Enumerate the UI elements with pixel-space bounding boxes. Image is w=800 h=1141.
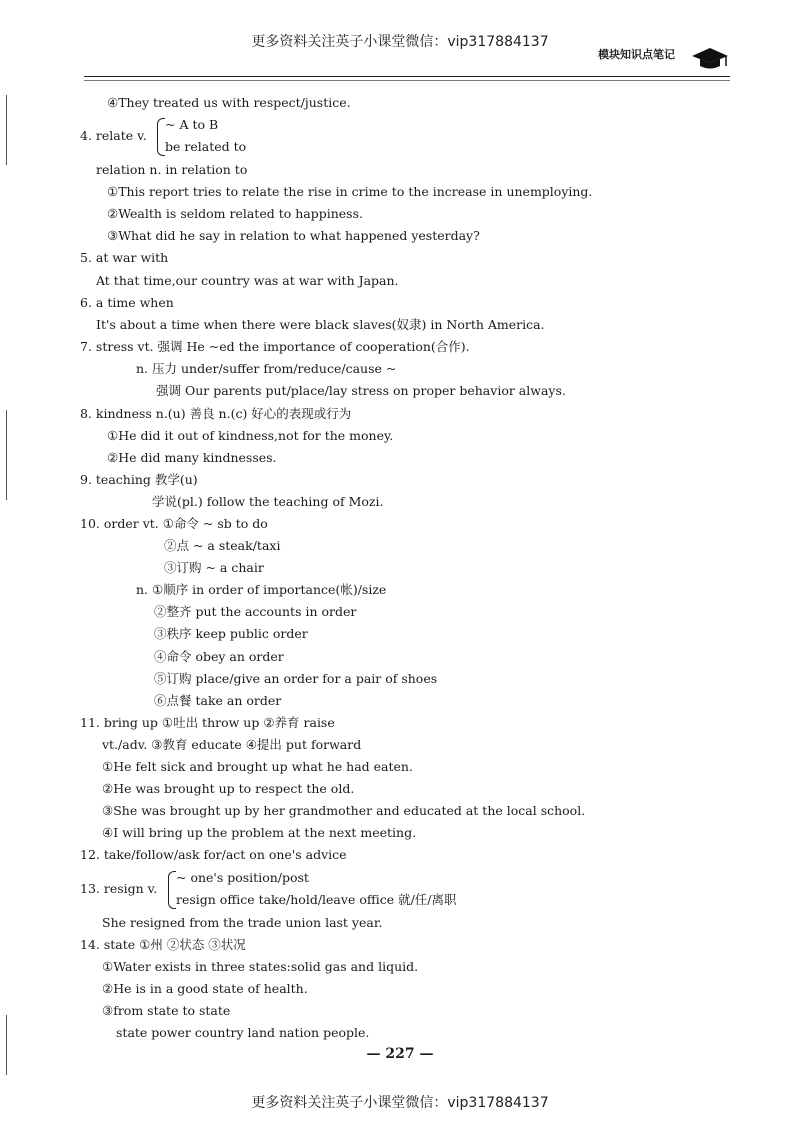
entry-heading: 13. resign v. — [80, 881, 158, 896]
text-line: ②Wealth is seldom related to happiness. — [107, 206, 363, 221]
text-line: ④命令 obey an order — [154, 649, 284, 664]
text-line: ③What did he say in relation to what happened yesterday? — [107, 228, 480, 243]
entry-heading: 4. relate v. — [80, 128, 147, 143]
watermark-top: 更多资料关注英子小课堂微信：vip317884137 — [251, 34, 549, 50]
watermark-bottom: 更多资料关注英子小课堂微信：vip317884137 — [251, 1095, 549, 1111]
page-number: — 227 — — [366, 1046, 434, 1062]
entry-heading: 14. state ①州 ②状态 ③状况 — [80, 937, 246, 952]
text-line: resign office take/hold/leave office 就/任/离职 — [176, 892, 457, 907]
text-line: ②He was brought up to respect the old. — [102, 781, 355, 796]
text-line: ③She was brought up by her grandmother and educated at the local school. — [102, 803, 586, 818]
text-line: ②He did many kindnesses. — [107, 450, 277, 465]
text-line: ②点 ~ a steak/taxi — [164, 538, 281, 553]
text-line: ③订购 ~ a chair — [164, 560, 264, 575]
text-line: ①He did it out of kindness,not for the money. — [107, 428, 394, 443]
text-line: state power country land nation people. — [116, 1025, 370, 1040]
text-line: be related to — [165, 139, 247, 154]
text-line: ⑤订购 place/give an order for a pair of shoes — [154, 671, 438, 686]
entry-heading: 12. take/follow/ask for/act on one's advice — [80, 847, 347, 862]
header-badge: 模块知识点笔记 — [598, 48, 675, 61]
entry-heading: 8. kindness n.(u) 善良 n.(c) 好心的表现或行为 — [80, 406, 352, 421]
text-line: ⑥点餐 take an order — [154, 693, 282, 708]
text-line: ①This report tries to relate the rise in crime to the increase in unemploying. — [107, 184, 593, 199]
text-line: vt./adv. ③教育 educate ④提出 put forward — [102, 737, 362, 752]
margin-mark — [6, 95, 7, 165]
text-line: She resigned from the trade union last year. — [102, 915, 383, 930]
text-line: ~ one's position/post — [176, 870, 309, 885]
text-line: relation n. in relation to — [96, 162, 248, 177]
header-rule-thin — [84, 80, 730, 81]
graduation-cap-icon — [690, 46, 730, 70]
entry-heading: 7. stress vt. 强调 He ~ed the importance of cooperation(合作). — [80, 339, 470, 354]
header-rule — [84, 76, 730, 77]
margin-mark — [6, 410, 7, 500]
entry-heading: 11. bring up ①吐出 throw up ②养育 raise — [80, 715, 335, 730]
text-line: ①He felt sick and brought up what he had eaten. — [102, 759, 413, 774]
text-line: ④I will bring up the problem at the next meeting. — [102, 825, 417, 840]
entry-heading: 6. a time when — [80, 295, 174, 310]
text-line: 学说(pl.) follow the teaching of Mozi. — [152, 494, 384, 509]
text-line: ③from state to state — [102, 1003, 231, 1018]
text-line: n. 压力 under/suffer from/reduce/cause ~ — [136, 361, 397, 376]
text-line: ②整齐 put the accounts in order — [154, 604, 357, 619]
entry-heading: 9. teaching 教学(u) — [80, 472, 198, 487]
entry-heading: 10. order vt. ①命令 ~ sb to do — [80, 516, 268, 531]
text-line: 强调 Our parents put/place/lay stress on proper behavior always. — [156, 383, 566, 398]
text-line: ②He is in a good state of health. — [102, 981, 308, 996]
brace — [157, 118, 165, 156]
text-line: At that time,our country was at war with Japan. — [96, 273, 399, 288]
margin-mark — [6, 1015, 7, 1075]
text-line: It's about a time when there were black slaves(奴隶) in North America. — [96, 317, 545, 332]
text-line: ~ A to B — [165, 117, 219, 132]
text-line: ④They treated us with respect/justice. — [107, 95, 351, 110]
text-line: n. ①顺序 in order of importance(帐)/size — [136, 582, 387, 597]
text-line: ③秩序 keep public order — [154, 626, 308, 641]
entry-heading: 5. at war with — [80, 250, 169, 265]
text-line: ①Water exists in three states:solid gas and liquid. — [102, 959, 419, 974]
brace — [168, 871, 176, 909]
